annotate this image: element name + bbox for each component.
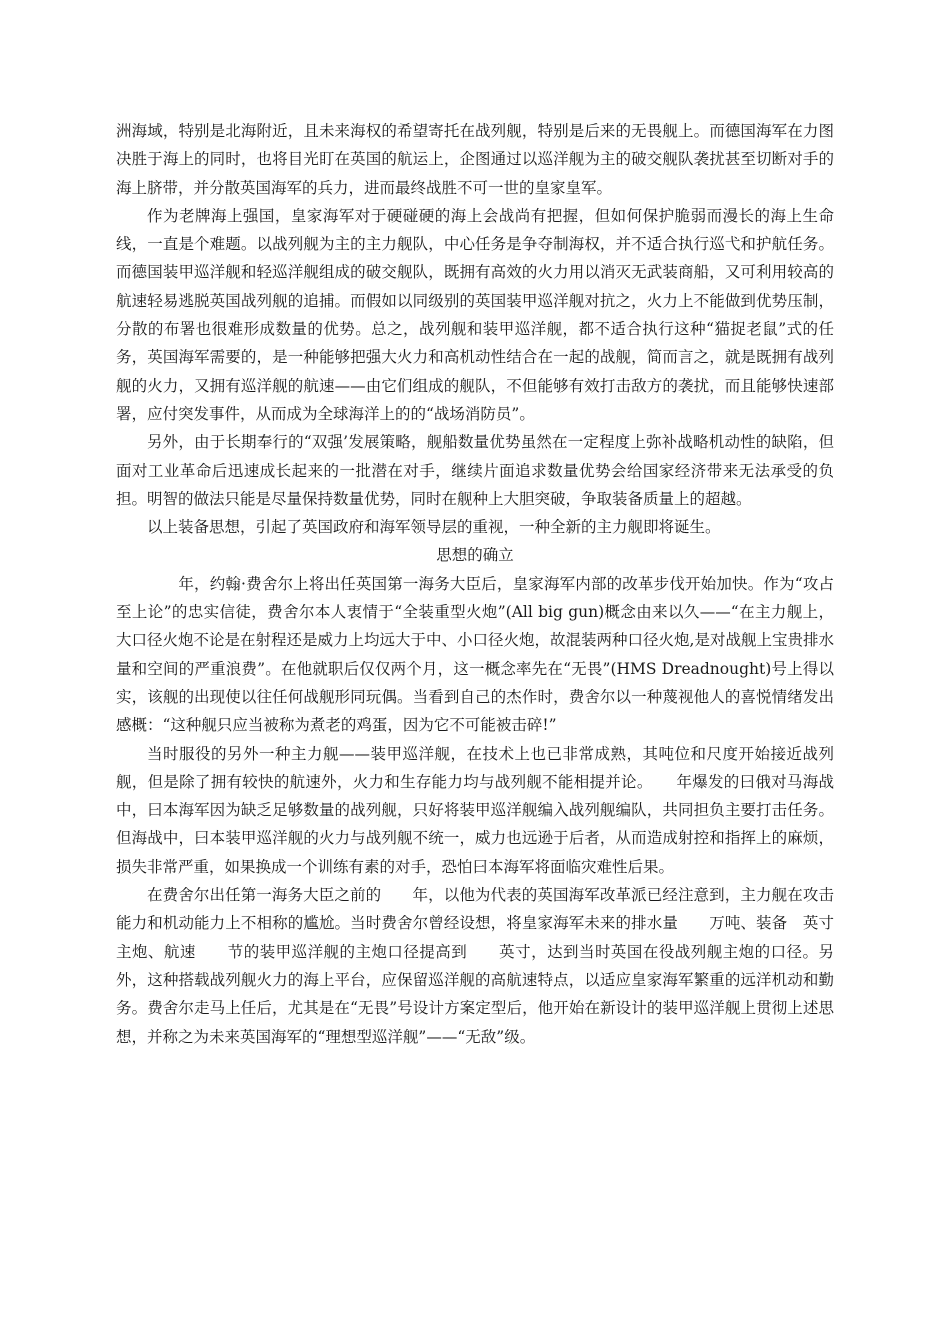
paragraph-5: 年，约翰·费舍尔上将出任英国第一海务大臣后，皇家海军内部的改革步伐开始加快。作为“攻占至上论”的忠实信徒，费舍尔本人衷情于“全装重型火炮”(All big gun)概念由来以久——“在主力舰上，大口径火炮不论是在射程还是威力上均远大于中、小口径火炮，故混装两种口径火炮,是对战舰上宝贵排水量和空间的严重浪费”。在他就职后仅仅两个月，这一概念率先在“无畏”(HMS Dreadnought)号上得以实，该舰的出现使以往任何战舰形同玩偶。当看到自己的杰作时，费舍尔以一种蔑视他人的喜悦情绪发出感概：“这种舰只应当被称为煮老的鸡蛋，因为它不可能被击碎!” [116,574,834,735]
paragraph-6: 当时服役的另外一种主力舰——装甲巡洋舰，在技术上也已非常成熟，其吨位和尺度开始接近战列舰，但是除了拥有较快的航速外，火力和生存能力均与战列舰不能相提并论。 年爆发的曰俄对马海战中，曰本海军因为缺乏足够数量的战列舰，只好将装甲巡洋舰编入战列舰编队，共同担负主要打击任务。但海战中，曰本装甲巡洋舰的火力与战列舰不统一，威力也远逊于后者，从而造成射控和指挥上的麻烦，损失非常严重，如果换成一个训练有素的对手，恐怕曰本海军将面临灾难性后果。 [116,744,834,876]
section-heading: 思想的确立 [436,546,514,565]
paragraph-2: 作为老牌海上强国，皇家海军对于硬碰硬的海上会战尚有把握，但如何保护脆弱而漫长的海上生命线，一直是个难题。以战列舰为主的主力舰队，中心任务是争夺制海权，并不适合执行巡弋和护航任务。而德国装甲巡洋舰和轻巡洋舰组成的破交舰队，既拥有高效的火力用以消灭无武装商船，又可利用较高的航速轻易逃脱英国战列舰的追捕。而假如以同级别的英国装甲巡洋舰对抗之，火力上不能做到优势压制，分散的布署也很难形成数量的优势。总之，战列舰和装甲巡洋舰，都不适合执行这种“猫捉老鼠”式的任务，英国海军需要的，是一种能够把强大火力和高机动性结合在一起的战舰，简而言之，就是既拥有战列舰的火力，又拥有巡洋舰的航速——由它们组成的舰队，不但能够有效打击敌方的袭扰，而且能够快速部署，应付突发事件，从而成为全球海洋上的的“战场消防员”。 [116,206,834,423]
paragraph-3: 另外，由于长期奉行的“双强’发展策略，舰船数量优势虽然在一定程度上弥补战略机动性的缺陷，但面对工业革命后迅速成长起来的一批潜在对手，继续片面追求数量优势会给国家经济带来无法承受的负担。明智的做法只能是尽量保持数量优势，同时在舰种上大胆突破，争取装备质量上的超越。 [116,433,834,508]
paragraph-1: 洲海域，特别是北海附近，且未来海权的希望寄托在战列舰，特别是后来的无畏舰上。而德国海军在力图决胜于海上的同时，也将目光盯在英国的航运上，企图通过以巡洋舰为主的破交舰队袭扰甚至切断对手的海上脐带，并分散英国海军的兵力，进而最终战胜不可一世的皇家皇军。 [116,122,834,197]
paragraph-4: 以上装备思想，引起了英国政府和海军领导层的重视，一种全新的主力舰即将诞生。 [147,518,721,537]
document-page [116,117,834,1051]
paragraph-7: 在费舍尔出任第一海务大臣之前的 年，以他为代表的英国海军改革派已经注意到，主力舰在攻击能力和机动能力上不相称的尴尬。当时费舍尔曾经设想，将皇家海军未来的排水量 万吨、装备 英寸主炮、航速 节的装甲巡洋舰的主炮口径提高到 英寸，达到当时英国在役战列舰主炮的口径。另外，这种搭载战列舰火力的海上平台，应保留巡洋舰的高航速特点，以适应皇家海军繁重的远洋机动和勤务。费舍尔走马上任后，尤其是在“无畏”号设计方案定型后，他开始在新设计的装甲巡洋舰上贯彻上述思想，并称之为未来英国海军的“理想型巡洋舰”——“无敌”级。 [116,886,834,1046]
